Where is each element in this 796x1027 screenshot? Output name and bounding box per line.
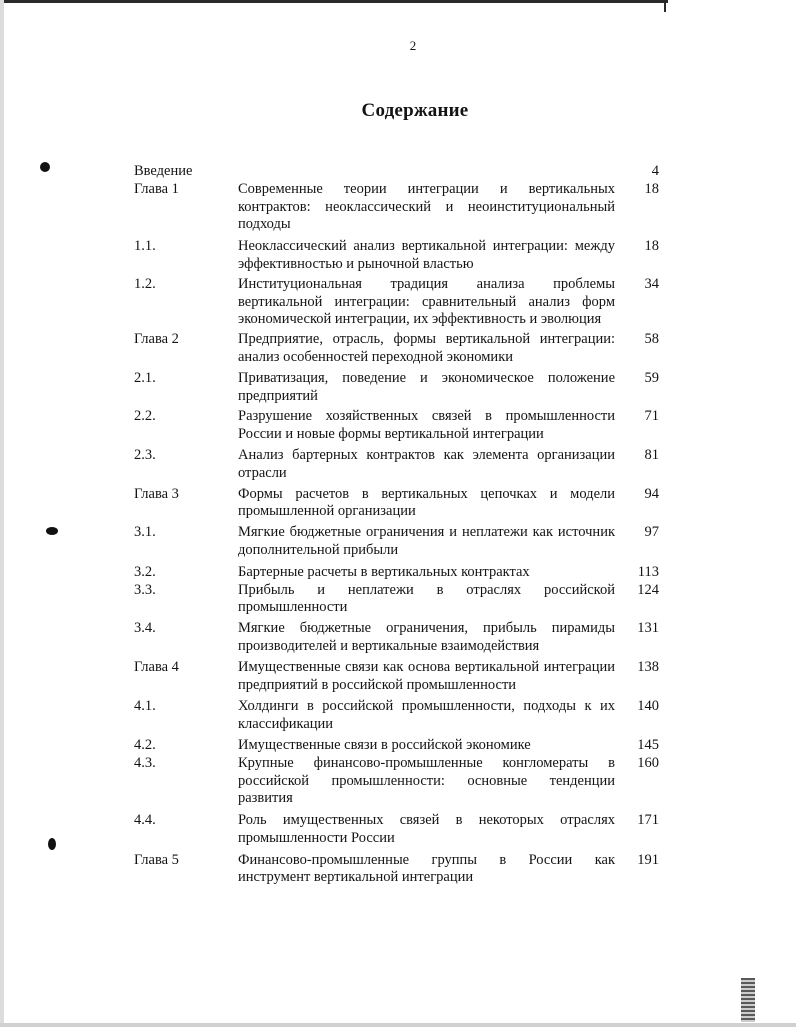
toc-entry bbox=[134, 620, 659, 656]
toc-entry bbox=[134, 755, 659, 808]
toc-entry-number: 2.3. bbox=[134, 446, 156, 463]
toc-entry-title: Неоклассический анализ вертикальной интеграции: между эффективностью и рыночной властью bbox=[238, 238, 615, 272]
toc-entry-page: 140 bbox=[637, 698, 659, 715]
page-title: Содержание bbox=[361, 100, 469, 121]
toc-entry-page: 145 bbox=[637, 736, 659, 753]
binder-marks bbox=[741, 978, 755, 1022]
punch-hole-mark bbox=[46, 527, 58, 535]
toc-entry bbox=[134, 331, 659, 367]
toc-entry bbox=[134, 276, 659, 329]
punch-hole-mark bbox=[40, 162, 50, 172]
toc-entry-number: 4.1. bbox=[134, 698, 156, 715]
toc-entry-page: 113 bbox=[637, 563, 659, 580]
toc-entry-page: 59 bbox=[644, 369, 659, 386]
toc-entry-title: Имущественные связи в российской экономике bbox=[238, 736, 531, 753]
toc-entry-page: 94 bbox=[644, 485, 659, 502]
toc-entry-title: Анализ бартерных контрактов как элемента организации отрасли bbox=[238, 446, 615, 481]
toc-entry-title: Имущественные связи как основа вертикальной интеграции предприятий в российской промышленности bbox=[238, 658, 615, 693]
table-of-contents bbox=[134, 163, 659, 887]
toc-entry-number: 2.2. bbox=[134, 408, 156, 425]
toc-entry bbox=[134, 370, 659, 406]
toc-entry bbox=[134, 163, 659, 181]
toc-entry-title: Холдинги в российской промышленности, подходы к их классификации bbox=[238, 698, 615, 733]
toc-entry-page: 18 bbox=[644, 180, 659, 197]
toc-entry-page: 160 bbox=[637, 754, 659, 771]
toc-entry bbox=[134, 812, 659, 848]
toc-entry bbox=[134, 582, 659, 618]
toc-entry-title: Предприятие, отрасль, формы вертикальной интеграции: анализ особенностей переходной экономики bbox=[238, 331, 615, 365]
toc-entry-page: 58 bbox=[644, 331, 659, 348]
toc-entry-title: Бартерные расчеты в вертикальных контрактах bbox=[238, 563, 530, 580]
toc-entry-title: Финансово-промышленные группы в России как инструмент вертикальной интеграции bbox=[238, 851, 615, 886]
toc-entry-title: Формы расчетов в вертикальных цепочках и модели промышленной организации bbox=[238, 485, 615, 520]
toc-entry bbox=[134, 486, 659, 522]
toc-entry-title: Современные теории интеграции и вертикальных контрактов: неоклассический и неоинституциональный подходы bbox=[238, 180, 615, 233]
toc-entry-title: Мягкие бюджетные ограничения, прибыль пирамиды производителей и вертикальные взаимодействия bbox=[238, 620, 615, 654]
toc-entry bbox=[134, 524, 659, 560]
toc-entry-page: 34 bbox=[644, 275, 659, 292]
toc-entry bbox=[134, 181, 659, 234]
toc-entry-number: 4.4. bbox=[134, 812, 156, 829]
toc-entry-number: 1.2. bbox=[134, 275, 156, 292]
punch-hole-mark bbox=[48, 838, 56, 850]
scan-edge-top bbox=[0, 0, 668, 3]
toc-entry-title: Мягкие бюджетные ограничения и неплатежи как источник дополнительной прибыли bbox=[238, 524, 615, 558]
toc-entry-page: 124 bbox=[637, 581, 659, 598]
toc-entry bbox=[134, 659, 659, 695]
toc-entry bbox=[134, 408, 659, 444]
toc-entry-title: Роль имущественных связей в некоторых отраслях промышленности России bbox=[238, 812, 615, 846]
toc-entry bbox=[134, 737, 659, 755]
toc-entry-number: Введение bbox=[134, 163, 193, 179]
toc-entry-page: 4 bbox=[651, 163, 659, 179]
toc-entry-number: 3.2. bbox=[134, 563, 156, 580]
toc-entry-title: Прибыль и неплатежи в отраслях российской промышленности bbox=[238, 581, 615, 616]
toc-entry-number: 3.4. bbox=[134, 620, 156, 637]
toc-entry bbox=[134, 564, 659, 582]
toc-entry-number: 4.2. bbox=[134, 736, 156, 753]
toc-entry-title: Крупные финансово-промышленные конгломераты в российской промышленности: основные тенденции развития bbox=[238, 754, 615, 807]
scan-edge-left bbox=[0, 0, 4, 1027]
toc-entry-page: 97 bbox=[644, 524, 659, 541]
toc-entry-number: Глава 5 bbox=[134, 851, 179, 868]
toc-entry-number: 3.1. bbox=[134, 524, 156, 541]
toc-entry-page: 171 bbox=[637, 812, 659, 829]
toc-entry-page: 131 bbox=[637, 620, 659, 637]
toc-entry-number: 2.1. bbox=[134, 369, 156, 386]
toc-entry-number: Глава 2 bbox=[134, 331, 179, 348]
toc-entry-number: 3.3. bbox=[134, 581, 156, 598]
page-number: 2 bbox=[409, 38, 417, 53]
scan-edge-bottom bbox=[0, 1023, 796, 1027]
toc-entry bbox=[134, 238, 659, 274]
toc-entry-title: Разрушение хозяйственных связей в промышленности России и новые формы вертикальной интеграции bbox=[238, 408, 615, 443]
toc-entry-number: 4.3. bbox=[134, 754, 156, 771]
toc-entry-page: 81 bbox=[644, 446, 659, 463]
toc-entry bbox=[134, 852, 659, 888]
scan-edge-tick bbox=[664, 3, 666, 12]
toc-entry-title: Приватизация, поведение и экономическое положение предприятий bbox=[238, 369, 615, 404]
toc-entry-title: Институциональная традиция анализа проблемы вертикальной интеграции: сравнительный анализ форм экономической интеграции, их эффективность и эволюция bbox=[238, 275, 615, 328]
toc-entry-page: 191 bbox=[637, 851, 659, 868]
toc-entry bbox=[134, 698, 659, 734]
toc-entry-number: Глава 1 bbox=[134, 180, 179, 197]
toc-entry-page: 18 bbox=[644, 238, 659, 255]
toc-entry-page: 138 bbox=[637, 658, 659, 675]
toc-entry-number: Глава 3 bbox=[134, 485, 179, 502]
toc-entry-number: Глава 4 bbox=[134, 658, 179, 675]
toc-entry-number: 1.1. bbox=[134, 238, 156, 255]
toc-entry bbox=[134, 447, 659, 483]
toc-entry-page: 71 bbox=[644, 408, 659, 425]
